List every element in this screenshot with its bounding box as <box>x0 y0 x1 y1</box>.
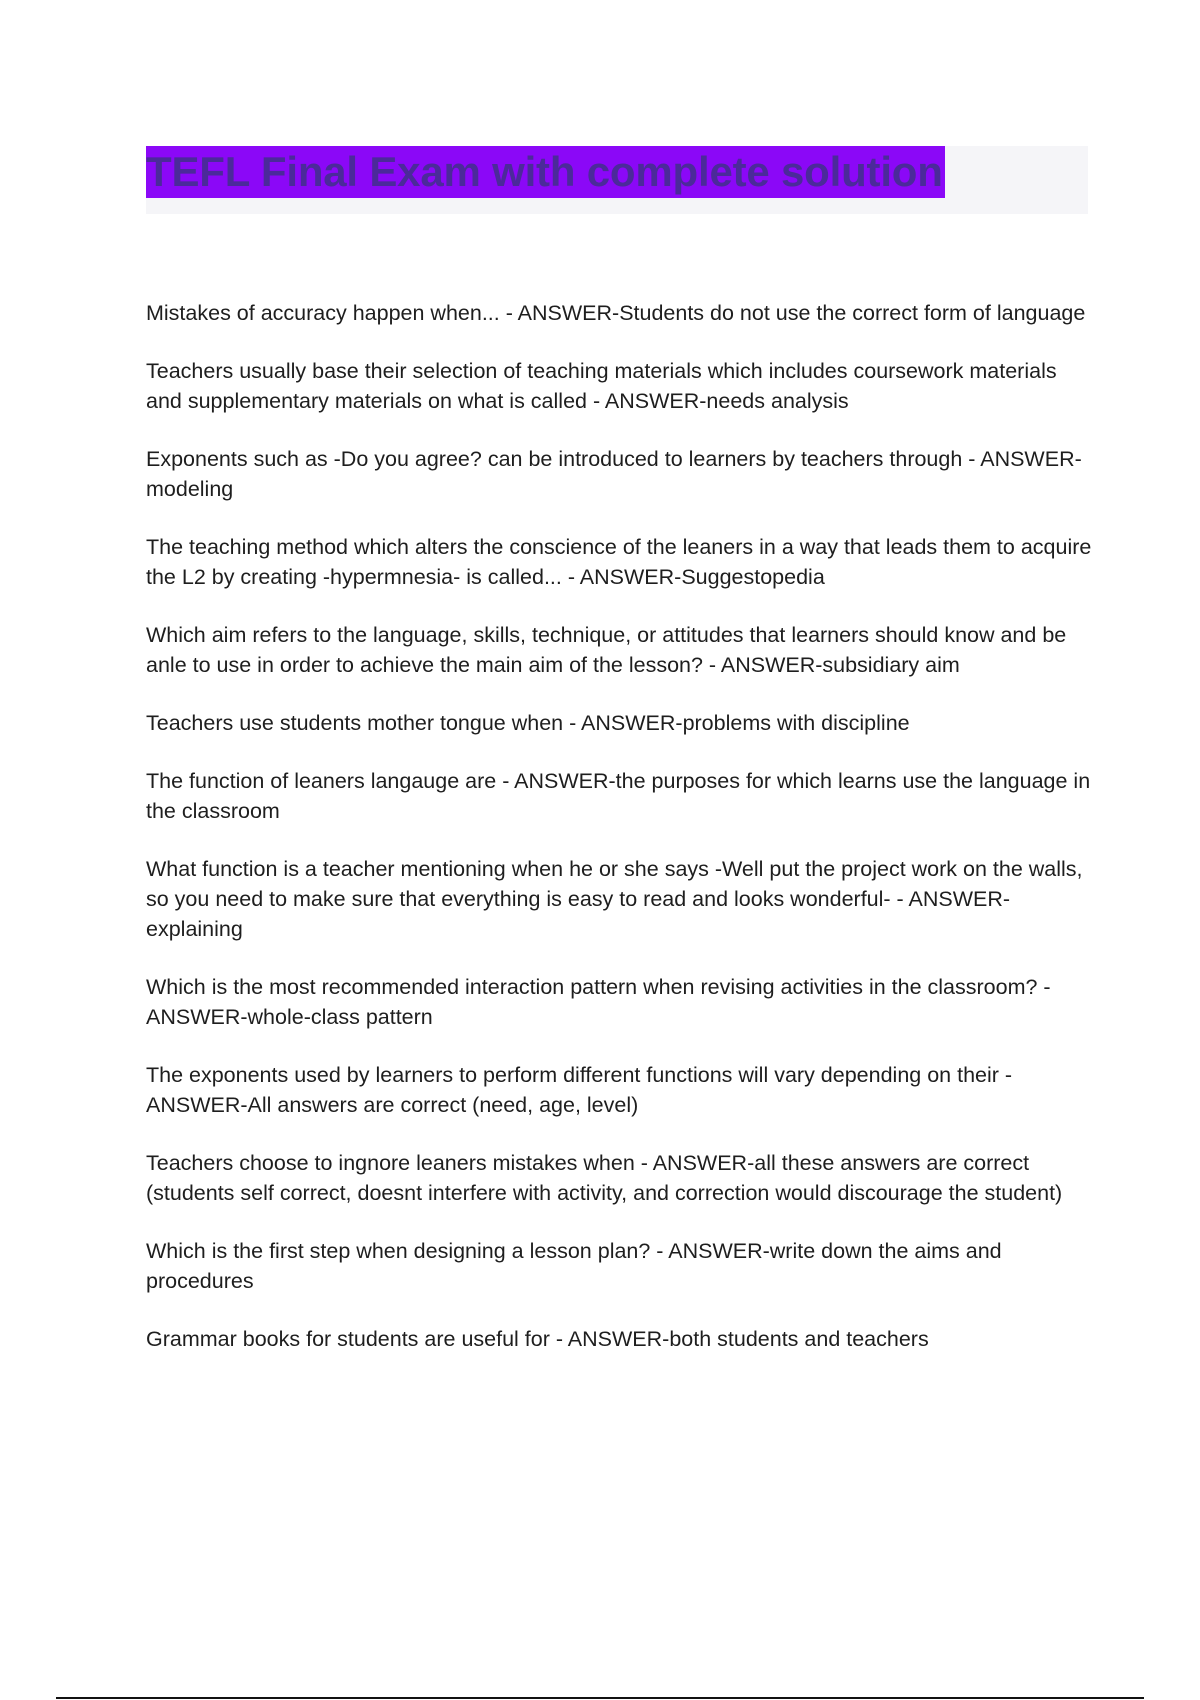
page-bottom-divider <box>56 1697 1144 1699</box>
qa-item: Grammar books for students are useful for - ANSWER-both students and teachers <box>146 1327 929 1351</box>
qa-item: Which aim refers to the language, skills, technique, or attitudes that learners should know and be anle to use in order to achieve the main aim of the lesson? - ANSWER-subsidiary aim <box>146 623 1067 677</box>
qa-item: Teachers choose to ingnore leaners mistakes when - ANSWER-all these answers are correct (students self correct, doesnt interfere with activity, and correction would discourage the student) <box>146 1151 1063 1205</box>
qa-item: Which is the first step when designing a lesson plan? - ANSWER-write down the aims and procedures <box>146 1239 1002 1293</box>
qa-item: Mistakes of accuracy happen when... - ANSWER-Students do not use the correct form of language <box>146 301 1086 325</box>
qa-item: Teachers usually base their selection of teaching materials which includes coursework materials and supplementary materials on what is called - ANSWER-needs analysis <box>146 359 1057 413</box>
document-title: TEFL Final Exam with complete solution <box>146 146 945 198</box>
qa-item: Teachers use students mother tongue when - ANSWER-problems with discipline <box>146 711 910 735</box>
qa-item: Exponents such as -Do you agree? can be introduced to learners by teachers through - ANSWER-modeling <box>146 447 1082 501</box>
qa-item: What function is a teacher mentioning when he or she says -Well put the project work on the walls, so you need to make sure that everything is easy to read and looks wonderful- - ANSWER-explaining <box>146 857 1083 941</box>
qa-item: The function of leaners langauge are - ANSWER-the purposes for which learns use the language in the classroom <box>146 769 1091 823</box>
qa-list <box>146 298 1096 1382</box>
qa-item: The exponents used by learners to perform different functions will vary depending on their - ANSWER-All answers are correct (need, age, level) <box>146 1063 1013 1117</box>
qa-item: The teaching method which alters the conscience of the leaners in a way that leads them to acquire the L2 by creating -hypermnesia- is called... - ANSWER-Suggestopedia <box>146 535 1092 589</box>
qa-item: Which is the most recommended interaction pattern when revising activities in the classroom? - ANSWER-whole-class pattern <box>146 975 1051 1029</box>
